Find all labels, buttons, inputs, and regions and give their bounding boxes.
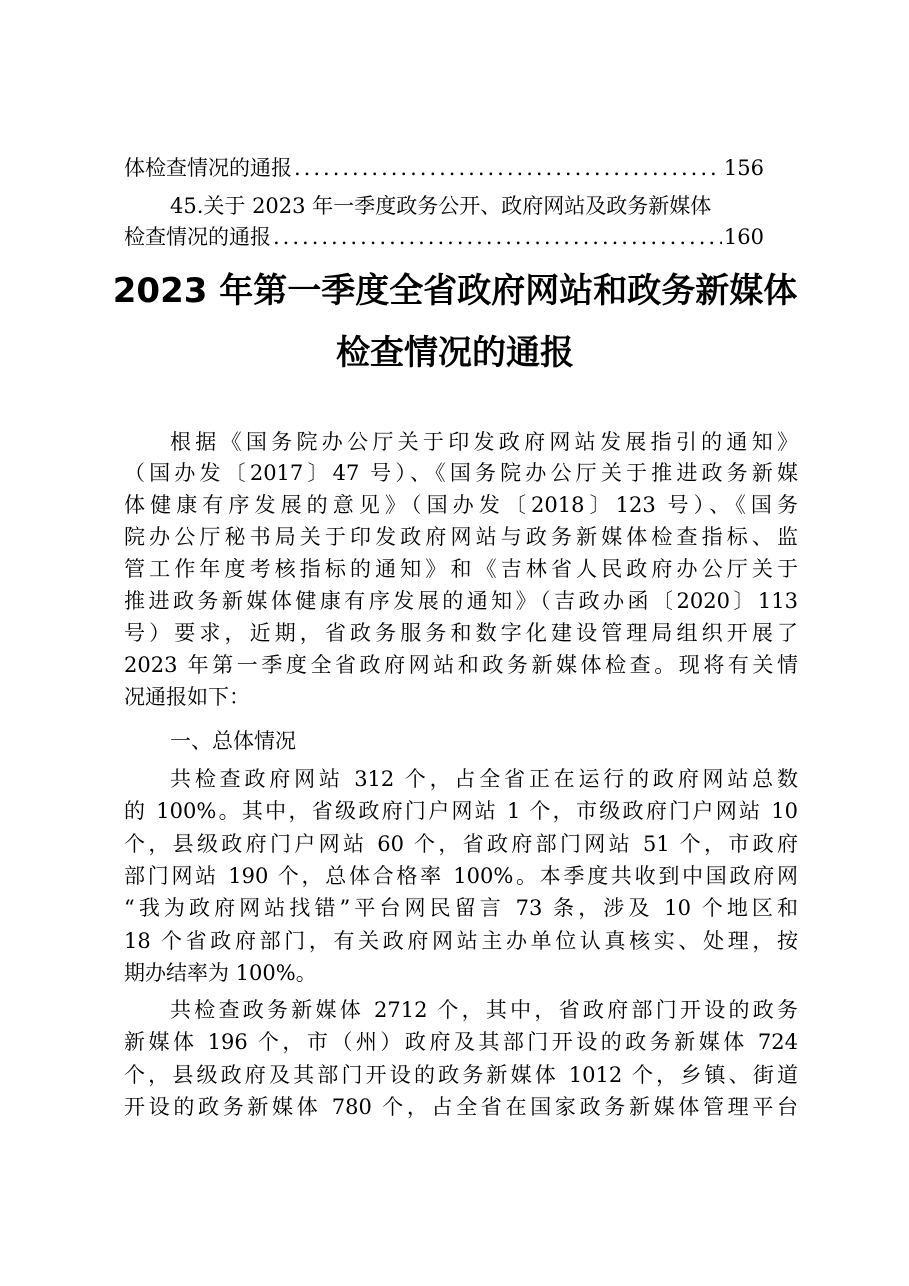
paragraph-2-line: 部门网站 190 个，总体合格率 100%。本季度共收到中国政府网 (124, 864, 798, 888)
document-title-line-1: 2023 年第一季度全省政府网站和政务新媒体 (112, 271, 798, 311)
paragraph-1-line: 推进政务新媒体健康有序发展的通知》（吉政办函〔2020〕113 (124, 589, 798, 613)
paragraph-1-line: 院办公厅秘书局关于印发政府网站与政务新媒体检查指标、监 (124, 525, 798, 549)
paragraph-2-line: 个，县级政府门户网站 60 个，省政府部门网站 51 个，市政府 (124, 832, 798, 856)
toc-entry-44[interactable] (124, 153, 764, 183)
paragraph-1-line: 2023 年第一季度全省政府网站和政务新媒体检查。现将有关情 (124, 653, 798, 677)
toc-leader-dots (273, 222, 722, 252)
paragraph-1-line: 体健康有序发展的意见》（国办发〔2018〕123 号）、《国务 (124, 493, 798, 517)
paragraph-1-line: （国办发〔2017〕47 号）、《国务院办公厅关于推进政务新媒 (124, 461, 798, 485)
toc-entry-45-page: 160 (723, 225, 764, 249)
paragraph-3-line: 个，县级政府及其部门开设的政务新媒体 1012 个，乡镇、街道 (124, 1063, 798, 1087)
toc-entry-44-page: 156 (723, 156, 764, 180)
paragraph-1-line: 管工作年度考核指标的通知》和《吉林省人民政府办公厅关于 (124, 557, 798, 581)
paragraph-1-line: 况通报如下： (124, 685, 250, 709)
toc-entry-45-text: 检查情况的通报 (124, 225, 271, 249)
toc-entry-45[interactable] (124, 222, 764, 252)
paragraph-1-line: 根据《国务院办公厅关于印发政府网站发展指引的通知》 (170, 430, 798, 454)
section-heading-1: 一、总体情况 (170, 729, 296, 753)
paragraph-2-line: 的 100%。其中，省级政府门户网站 1 个，市级政府门户网站 10 (124, 799, 798, 823)
paragraph-3-line: 共检查政务新媒体 2712 个，其中，省政府部门开设的政务 (170, 998, 798, 1022)
paragraph-2-line: 18 个省政府部门，有关政府网站主办单位认真核实、处理，按 (124, 929, 798, 953)
toc-entry-45-title[interactable]: 45.关于 2023 年一季度政务公开、政府网站及政务新媒体 (170, 194, 712, 218)
paragraph-3-line: 开设的政务新媒体 780 个，占全省在国家政务新媒体管理平台 (124, 1095, 798, 1119)
document-title-line-2: 检查情况的通报 (336, 333, 574, 373)
paragraph-2-line: “我为政府网站找错”平台网民留言 73 条，涉及 10 个地区和 (124, 896, 798, 920)
paragraph-2-line: 期办结率为 100%。 (124, 961, 317, 985)
paragraph-1-line: 号）要求，近期，省政务服务和数字化建设管理局组织开展了 (124, 621, 798, 645)
paragraph-3-line: 新媒体 196 个，市（州）政府及其部门开设的政务新媒体 724 (124, 1030, 798, 1054)
toc-entry-44-text: 体检查情况的通报 (124, 156, 292, 180)
paragraph-2-line: 共检查政府网站 312 个，占全省正在运行的政府网站总数 (170, 767, 798, 791)
toc-leader-dots (294, 153, 722, 183)
